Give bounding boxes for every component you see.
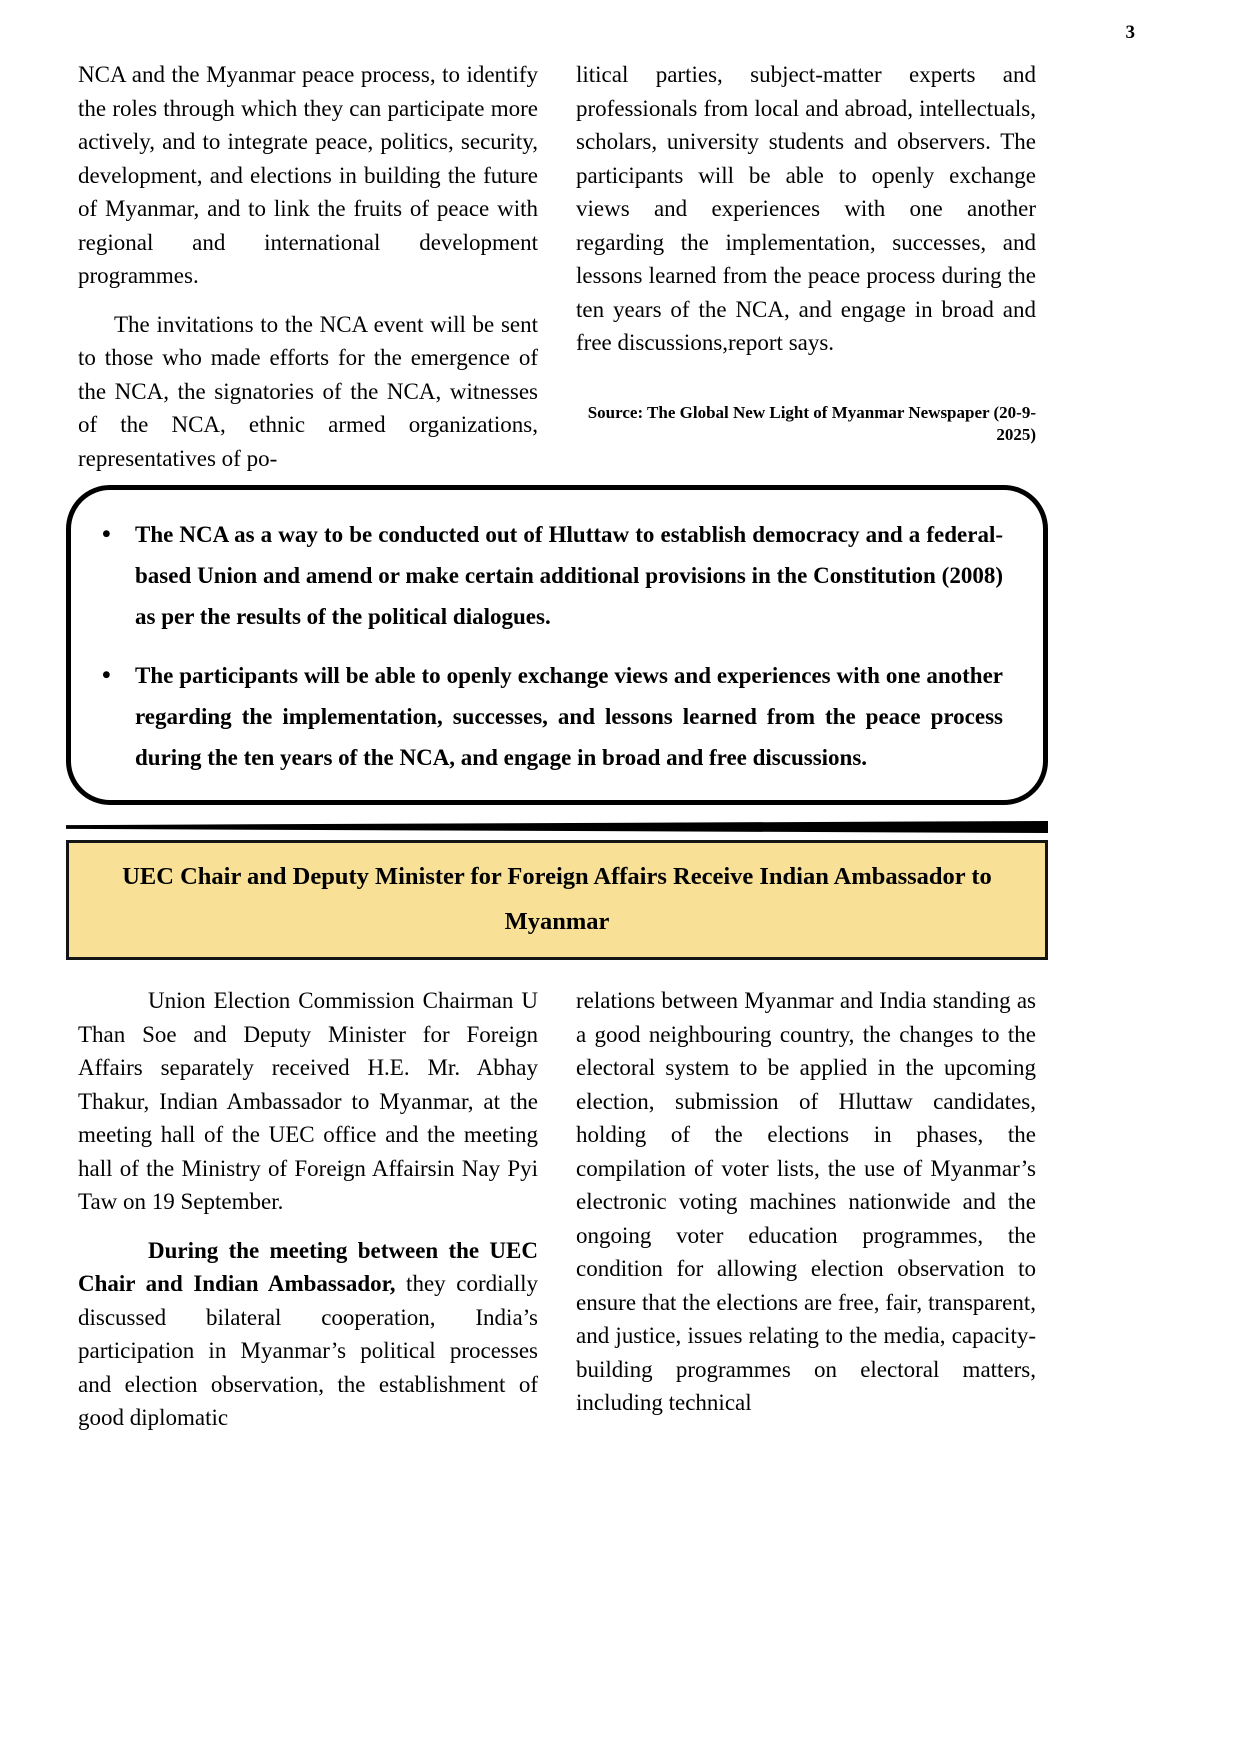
article-2-column-right xyxy=(576,984,1036,1435)
page-number: 3 xyxy=(1125,22,1135,43)
article-1-column-right xyxy=(576,58,1036,475)
paragraph: relations between Myanmar and India standing as a good neighbouring country, the changes to the electoral system to be applied in the upcoming election, submission of Hluttaw candidates, holding of the elections in phases, the compilation of voter lists, the use of Myanmar’s electronic voting machines nationwide and the ongoing voter education programmes, the condition for allowing election observation to ensure that the elections are free, fair, transparent, and justice, issues relating to the media, capacity-building programmes on electoral matters, including technical xyxy=(576,988,1036,1415)
section-divider xyxy=(66,821,1048,833)
article-1-column-left xyxy=(78,58,538,475)
source-credit: Source: The Global New Light of Myanmar Newspaper (20-9-2025) xyxy=(587,402,1036,444)
article-headline: UEC Chair and Deputy Minister for Foreign Affairs Receive Indian Ambassador to Myanmar xyxy=(122,863,992,935)
paragraph xyxy=(78,1234,538,1435)
paragraph: litical parties, subject-matter experts and professionals from local and abroad, intellectuals, scholars, university students and observers. The participants will be able to openly exchange views and experiences with one another regarding the implementation, successes, and lessons learned from the peace process during the ten years of the NCA, and engage in broad and free discussions,report says. xyxy=(576,62,1036,355)
paragraph: The invitations to the NCA event will be sent to those who made efforts for the emergence of the NCA, the signatories of the NCA, witnesses of the NCA, ethnic armed organizations, representatives of po- xyxy=(78,311,538,471)
paragraph-text: they cordially discussed bilateral cooperation, India’s participation in Myanmar’s political processes and election observation, the establishment of good diplomatic xyxy=(78,1271,538,1430)
paragraph-bold-lead: During the meeting between the UEC Chair and Indian Ambassador, xyxy=(78,1237,538,1296)
paragraph: Union Election Commission Chairman U Than Soe and Deputy Minister for Foreign Affairs separately received H.E. Mr. Abhay Thakur, Indian Ambassador to Myanmar, at the meeting hall of the UEC office and the meeting hall of the Ministry of Foreign Affairsin Nay Pyi Taw on 19 September. xyxy=(78,988,538,1214)
article-1 xyxy=(66,58,1048,475)
article-2 xyxy=(66,984,1048,1435)
callout-bullet: • The NCA as a way to be conducted out of Hluttaw to establish democracy and a federal-based Union and amend or make certain additional provisions in the Constitution (2008) as per the results of the political dialogues. xyxy=(99,514,1003,637)
summary-callout-box xyxy=(66,485,1048,805)
headline-box xyxy=(66,840,1048,960)
article-2-column-left xyxy=(78,984,538,1435)
callout-bullet: • The participants will be able to openly exchange views and experiences with one another regarding the implementation, successes, and lessons learned from the peace process during the ten years of the NCA, and engage in broad and free discussions. xyxy=(99,655,1003,778)
page-content xyxy=(66,58,1048,1435)
summary-bullet-list xyxy=(99,514,1003,778)
paragraph: NCA and the Myanmar peace process, to identify the roles through which they can participate more actively, and to integrate peace, politics, security, development, and elections in building the future of Myanmar, and to link the fruits of peace with regional and international development programmes. xyxy=(78,62,538,288)
